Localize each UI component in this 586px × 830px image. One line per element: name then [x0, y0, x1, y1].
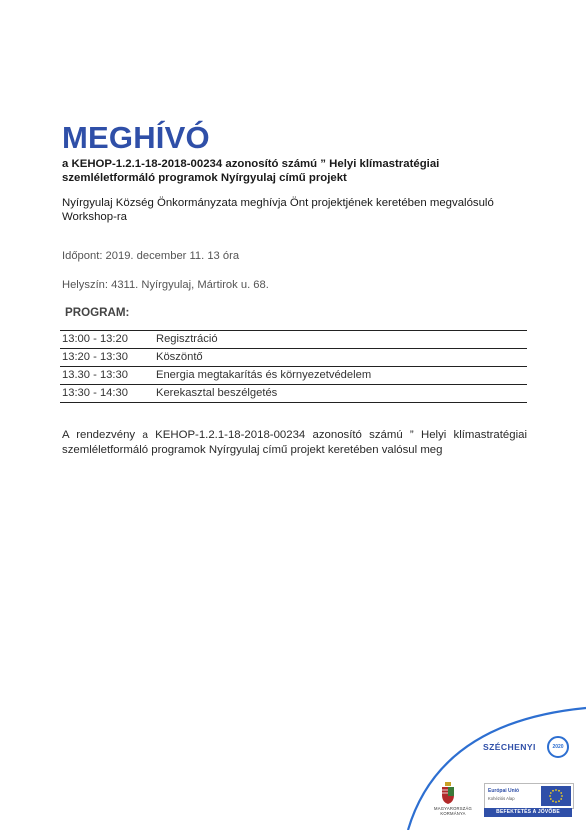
- event-location: Helyszín: 4311. Nyírgyulaj, Mártirok u. 68.: [62, 279, 269, 291]
- closing-text-part-1: A rendezvény: [62, 429, 136, 441]
- funding-logo-block: [400, 700, 586, 830]
- government-line-1: MAGYARORSZÁG: [434, 806, 472, 811]
- eu-name-label: Európai Unió: [488, 788, 520, 794]
- intro-line-2: Workshop-ra: [62, 211, 127, 223]
- program-item: Köszöntő: [154, 349, 527, 367]
- invitation-text: [62, 196, 527, 224]
- table-row: [60, 385, 527, 403]
- szechenyi-logo-label: SZÉCHENYI: [483, 742, 536, 752]
- program-time: 13.30 - 13:30: [60, 367, 154, 385]
- subtitle-line-2: szemléletformáló programok Nyírgyulaj című projekt: [62, 172, 347, 184]
- program-time: 13:30 - 14:30: [60, 385, 154, 403]
- document-title: MEGHÍVÓ: [62, 120, 210, 155]
- closing-text-part-2: a: [142, 430, 148, 441]
- program-table: [60, 330, 527, 403]
- closing-text: [62, 428, 527, 457]
- invest-in-future-bar: BEFEKTETÉS A JÖVŐBE: [484, 808, 572, 817]
- eu-fund-label: Kohéziós Alap: [488, 796, 515, 801]
- intro-line-1: Nyírgyulaj Község Önkormányzata meghívja Önt projektjének keretében megvalósuló: [62, 197, 494, 209]
- government-line-2: KORMÁNYA: [440, 811, 466, 816]
- subtitle-line-1: a KEHOP-1.2.1-18-2018-00234 azonosító számú ” Helyi klímastratégiai: [62, 158, 440, 170]
- program-item: Energia megtakarítás és környezetvédelem: [154, 367, 527, 385]
- program-item: Kerekasztal beszélgetés: [154, 385, 527, 403]
- eu-flag-icon: [541, 786, 571, 806]
- program-item: Regisztráció: [154, 331, 527, 349]
- program-time: 13:00 - 13:20: [60, 331, 154, 349]
- government-label: [433, 806, 473, 816]
- event-date: Időpont: 2019. december 11. 13 óra: [62, 250, 240, 262]
- closing-text-part-4: szemléletformáló programok Nyírgyulaj című projekt keretében valósul meg: [62, 444, 443, 456]
- closing-text-part-3: KEHOP-1.2.1-18-2018-00234 azonosító számú ” Helyi klímastratégiai: [155, 429, 527, 441]
- eu-logo-box: [484, 783, 574, 809]
- project-subtitle: [62, 157, 532, 185]
- hungarian-coat-of-arms-icon: [440, 782, 456, 804]
- table-row: [60, 349, 527, 367]
- table-row: [60, 331, 527, 349]
- szechenyi-2020-badge: 2020: [547, 736, 569, 758]
- program-heading: PROGRAM:: [65, 306, 130, 319]
- program-time: 13:20 - 13:30: [60, 349, 154, 367]
- table-row: [60, 367, 527, 385]
